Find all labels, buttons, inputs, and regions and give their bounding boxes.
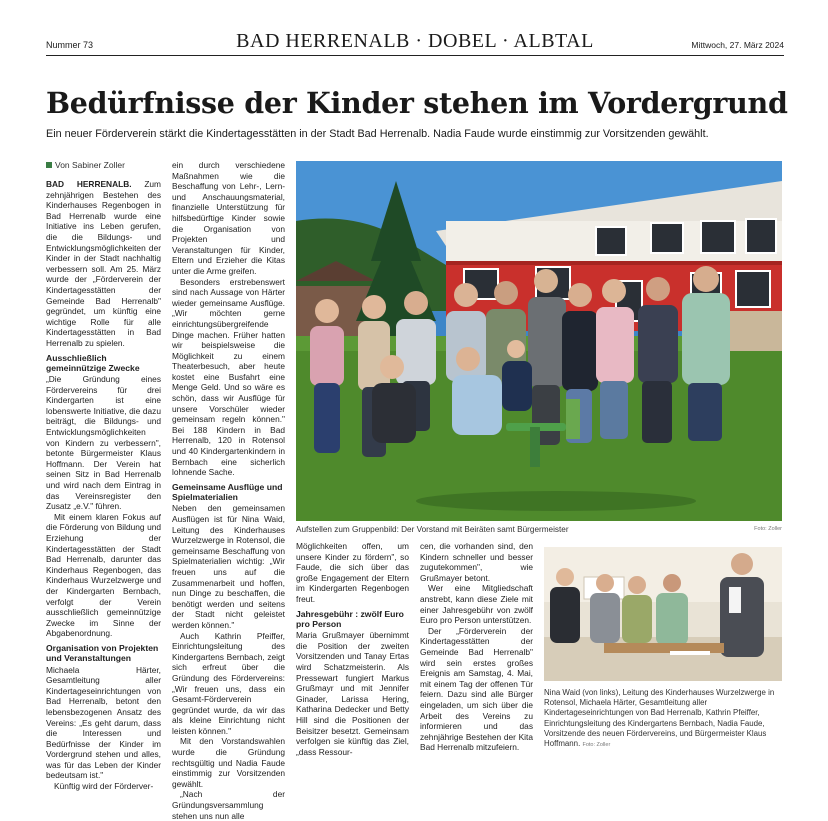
article-column-4 xyxy=(420,541,533,753)
byline-marker-icon xyxy=(46,162,52,168)
paragraph-text: Zum zehnjährigen Bestehen des Kinderhauses Regenbogen in Bad Herrenalb wurde eine Initiative ins Leben gerufen, die die Bildungs- und Entwicklungsmöglichkeiten der Kinder in der Stadt nachhaltig verbessern soll. Am 25. März wurde der „Förderverein der Kindertagesstätten der Gemeinde Bad Herrenalb" gegründet, um künftig eine wichtige Rolle für alle Kindertagesstätten in Bad Herrenalb zu spielen. xyxy=(46,179,161,348)
paragraph: Auch Kathrin Pfeiffer, Einrichtungsleitung des Kindergartens Bernbach, zeigt sich erfreut über die Gründung des Fördervereins: „Wir freuen uns, dass ein Gesamt-Förderverein gegründet wurde, da wir das als kleine Einrichtung nicht leisten können." xyxy=(172,630,285,736)
photo-caption-small xyxy=(544,688,784,750)
paragraph: Maria Grußmayer übernimmt die Position der zweiten Vorsitzenden und Tanay Ertas wird Schatzmeisterin. Als Pressewart fungiert Markus Grußmayr und mit Jennifer Ginader, Larissa Hering, Katharina Dedecker und Betty Hill sind die Positionen der Beisitzer besetzt. Gemeinsam verfolgen sie künftig das Ziel, „dass Ressour- xyxy=(296,630,409,757)
intertitle: Organisation von Projekten und Veranstaltungen xyxy=(46,642,159,664)
paragraph: Mit einem klaren Fokus auf die Förderung von Bildung und Erziehung der Kindertagesstätten der Stadt Bad Herrenalb, darunter das Kinderhaus Regenbogen, das Kinderhaus Wurzelzwerge und der Kindergarten Bernbach, verfolgt der Verein ausschließlich gemeinnützige Zwecke im Sinne der Abgabenordnung. xyxy=(46,511,161,639)
paragraph: „Die Gründung eines Fördervereins für drei Kindergarten ist eine lobenswerte Initiative, die dazu beiträgt, die Bildungs- und Entwicklungsmöglichkeiten von Kindern zu verbessern", betonte Bürgermeister Klaus Hoffmann. Der Verein hat seinen Sitz in Bad Herrenalb und wird nach dem Eintrag in das Vereinsregister den Zusatz „e.V." führen. xyxy=(46,374,161,512)
caption-text: Aufstellen zum Gruppenbild: Der Vorstand mit Beiräten samt Bürgermeister xyxy=(296,525,569,534)
intertitle: Ausschließlich gemeinnützige Zwecke xyxy=(46,352,140,373)
paragraph: Wer eine Mitgliedschaft anstrebt, kann diese Ziele mit einer Jahresgebühr von zwölf Euro pro Person unterstützen. xyxy=(420,583,533,626)
issue-number: Nummer 73 xyxy=(46,40,94,50)
paragraph: Besonders erstrebenswert sind nach Aussage von Härter wieder gemeinsame Ausflüge. „Wir möchten gerne einrichtungsübergreifende Dinge machen. Früher hatten wir beispielsweise die Möglichkeit zu einem Theaterbesuch, aber heute kostet eine Busfahrt eine Menge Geld. Und so wäre es schön, dass wir Ausflüge für unsere Vorschüler wieder gemeinsam regeln können." Bei 188 Kindern in Bad Herrenalb, 120 in Rotensol und 40 Kindergartenkindern in Bernbach eine sicherlich lohnende Sache. xyxy=(172,276,285,478)
article-column-3 xyxy=(296,541,409,757)
paragraph: Michaela Härter, Gesamtleitung aller Kindertageseinrichtungen von Bad Herrenalb, betont den lebensbezogenen Ansatz des Vereins: „Es geht darum, dass die Interessen und Bedürfnisse der Kinder im Vordergrund stehen und alles, was für das Leben der Kinder bedeutsam ist." xyxy=(46,664,161,781)
paragraph: Mit den Vorstandswahlen wurde die Gründung rechtsgültig und Nadia Faude einstimmig zur Vorsitzenden gewählt. xyxy=(172,736,285,789)
intertitle: Jahresgebühr : zwölf Euro pro Person xyxy=(296,608,404,629)
meeting-photo xyxy=(544,547,782,681)
article-column-1 xyxy=(46,179,161,792)
photo-credit: Foto: Zoller xyxy=(754,526,782,532)
paragraph: Neben den gemeinsamen Ausflügen ist für Nina Waid, Leitung des Kinderhauses Wurzelzwerge in Rotensol, die gemeinsame Beschaffung von Spielmaterialien wichtig: „Wir freuen uns auf die Zusammenarbeit und hoffen, nun Dinge zu beschaffen, die benötigt werden und seitens der Stadt nicht geleistet werden können." xyxy=(172,503,285,630)
paragraph: cen, die vorhanden sind, den Kindern schneller und besser zugutekommen", wie Grußmayer betont. xyxy=(420,541,533,583)
paragraph: Möglichkeiten offen, um unsere Kinder zu fördern", so Faude, die sich über das große Engagement der Eltern im Kindergarten Regenbogen freut. xyxy=(296,541,409,604)
newspaper-section-title: BAD HERRENALB · DOBEL · ALBTAL xyxy=(236,30,594,52)
photo-caption-main xyxy=(296,525,782,534)
article-column-2 xyxy=(172,160,285,821)
subheadline: Ein neuer Förderverein stärkt die Kindertagesstätten in der Stadt Bad Herrenalb. Nadia Faude wurde einstimmig zur Vorsitzenden gewählt. xyxy=(46,128,709,140)
paragraph: Der „Förderverein der Kindertagesstätten der Gemeinde Bad Herrenalb" wird sein erstes großes Ereignis am Samstag, 4. Mai, mit einem Tag der offenen Tür feiern. Dazu sind alle Bürger eingeladen, um sich über die Arbeit des Vereins zu informieren und das zehnjährige Bestehen der Kita Bad Herrenalb mitzufeiern. xyxy=(420,625,533,753)
byline xyxy=(46,160,125,170)
photo-credit: Foto: Zoller xyxy=(582,742,611,749)
paragraph: „Nach der Gründungsversammlung stehen uns nun alle xyxy=(172,789,285,821)
masthead xyxy=(46,30,784,56)
intertitle: Gemeinsame Ausflüge und Spielmaterialien xyxy=(172,481,283,503)
byline-author: Von Sabiner Zoller xyxy=(55,160,125,170)
paragraph: Künftig wird der Förderver- xyxy=(54,781,154,792)
dateline: BAD HERRENALB. xyxy=(46,179,132,189)
caption-text: Nina Waid (von links), Leitung des Kinderhauses Wurzelzwerge in Rotensol, Michaela Härter, Gesamtleitung aller Kindertageseinrichtungen von Bad Herrenalb, Kathrin Pfeiffer, Einrichtungsleitung des Kindergartens Bernbach, Nadia Faude, Vorsitzende des neuen Fördervereins, und Bürgermeister Klaus Hoffmann. xyxy=(544,688,775,749)
paragraph xyxy=(46,179,161,349)
issue-date: Mittwoch, 27. März 2024 xyxy=(691,40,784,50)
group-photo xyxy=(296,161,782,521)
headline: Bedürfnisse der Kinder stehen im Vordergrund xyxy=(46,86,788,120)
paragraph: ein durch verschiedene Maßnahmen wie die Beschaffung von Lehr-, Lern- und Anschauungsmaterial, finanzielle Unterstützung für hilfsbedürftige Kinder sowie die Organisation von Projekten und Veranstaltungen für Kinder, Eltern und Erzieher die Kitas unter die Arme greifen. xyxy=(172,160,285,276)
meeting-photo-image xyxy=(544,547,782,681)
group-photo-image xyxy=(296,161,782,521)
